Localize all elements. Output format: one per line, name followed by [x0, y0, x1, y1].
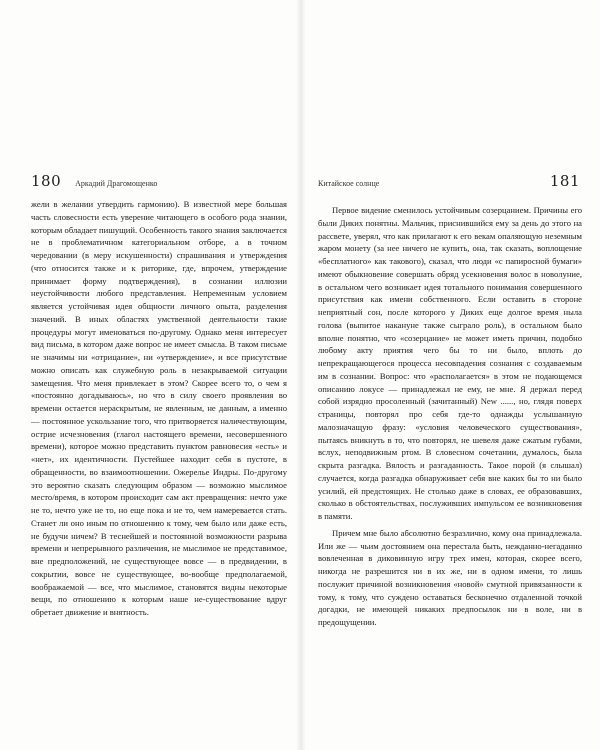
- right-page: [306, 0, 596, 750]
- right-page-body: [318, 204, 582, 629]
- right-paragraph-1: Первое видение сменилось устойчивым созерцанием. Причины его были Диких понятны. Мальчик, приснившийся ему за день до этого на рассвете, уверял, что как прилагают к его векам опаляющую неземным жаром монету (за нее ничего не купить, она, так сказать, воплощение «бесплатного» как такового), сказал, что люди «с папиросной бумаги» имеют обыкновение совершать обряд усекновения волос в новолуние, в остальном чего возникает идея тотального понимания совершенного присутствия как имени собственного. Если оставить в стороне неприятный сон, после которого у Диких еще долгое время ныла голова (выпитое накануне также сыграло роль), в остальном было вполне понятно, что «созерцание» не может иметь причин, подобно любому акту приятия чего бы то ни было, вплоть до непрекращающегося процесса несовпадения сознания с создаваемым им в сознании. Вопрос: что «располагается» в этом не подающемся описанию локусе — принадлежал не ему, не мне. Я держал перед собой изрядно просоленный (зачитанный) New ......, но, глядя поверх страницы, повторял про себя где-то однажды услышанную малозначащую фразу: «условия человеческого существования», пытаясь вникнуть в то, что повторял, не шевеля даже сжатым губами, вслух, неподвижным ртом. В словесном сочетании, думалось, была скрыта разгадка. Вялость и разгаданность. Такое порой (я слышал) случается, когда разгадка обнаруживает себя вне каких бы то ни было усилий, ей предстоящих. Не столько даже в словах, ее образовавших, сколько в обстоятельствах, послуживших импульсом ее возникновения в памяти.: [318, 205, 582, 521]
- right-page-number: 181: [549, 172, 580, 190]
- book-gutter: [296, 0, 306, 750]
- left-page-number: 180: [31, 172, 62, 190]
- left-page: [0, 0, 290, 750]
- right-page-header: [318, 172, 580, 194]
- left-paragraph-1: жели в желании утвердить гармонию). В известной мере большая часть словесности есть уверение читающего в особого рода знании, которым обладает пишущий. Особенность такого знания заключается не в проблематичном категориальном отборе, а в точном чередовании (в меру искушенности) спрашивания и утверждения (что относится также и к риторике, где, впрочем, утверждение принимает форму подтверждения), в сознании иллюзии неустойчивости любого представления. Непременным условием является устойчивая идея общности личного опыта, разделения значений. В иных областях умственной деятельности такие процедуры могут именоваться по-другому. Однако меня интересует вид письма, в котором даже вопрос не имеет смысла. В таком письме не значимы ни «отрицание», ни «утверждение», и все присутствие можно описать как служебную роль в незакрываемой ситуации замещения. Что меня привлекает в этом? Скорее всего то, о чем я «постоянно догадываюсь», но что в силу своего проявления во времени остается нераскрытым, не явленным, не данным, а именно — постоянное ускользание того, что притворяется наличествующим, острие исчезновения (глагол настоящего времени, несовершенного времени), которое можно представить пунктом равновесия «есть» и «нет», их идентичности. Пустейшее находит себя в пустоте, в обращенности, во взаимоотношении. Ожерелье Индры. По-другому это вероятно сказать следующим образом — возможно мыслимое место/время, в котором происходит сам акт превращения: нечто уже не то, нечто уже не то, но еще пока и не то, чем намеревается стать. Станет ли оно иным по отношению к тому, чем было или даже есть, не будучи ничем? В теснейшей и постоянной возможности разрыва времени и непрерывного различения, не мыслимое не представимое, вне предположений, не существующее вовсе — в предвидении, в сокрытии, вовсе не существующее, во-вообще предполагаемой, воображаемой — все, что мыслимое, становятся видны некоторые вещи, по отношению к которым наше не-существование вдруг обретает движение и внятность.: [31, 199, 287, 617]
- left-running-head: Аркадий Драгомощенко: [75, 179, 158, 188]
- right-running-head: Китайское солнце: [318, 179, 380, 188]
- left-page-header: [31, 172, 287, 194]
- left-page-body: [31, 198, 287, 619]
- right-paragraph-2: Причем мне было абсолютно безразлично, кому она принадлежала. Или же — чьим достоянием она перестала быть, нежданно-негаданно вовлеченная в диковинную игру трех имен, которая, скорее всего, никогда не разрешится ни в их же, ни в одном имени, то лишь послужит причиной возникновения «новой» смутной привязанности к тому, к тому, что суждено оставаться бесконечно отдаленной точкой догадки, не имеющей никаких предпосылок ни в воле, ни в предощущении.: [318, 527, 582, 627]
